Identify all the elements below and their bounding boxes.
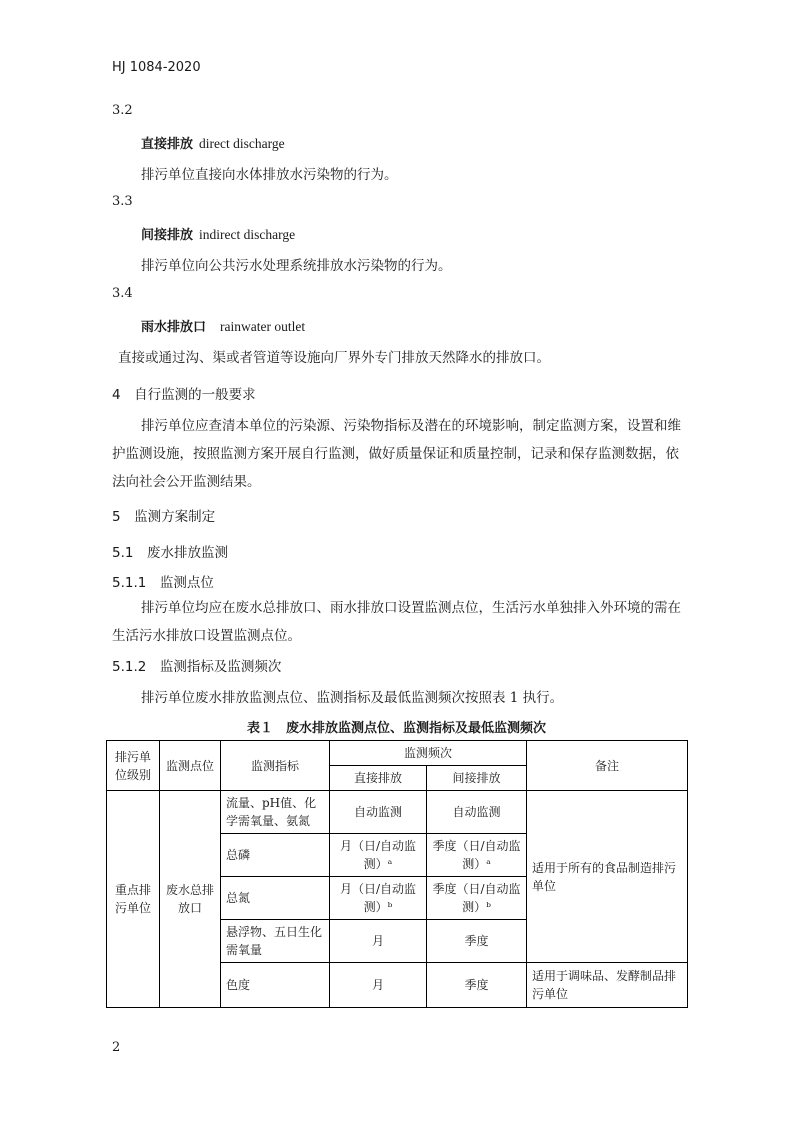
indicator-cell: 流量、pH值、化学需氧量、氨氮 (221, 791, 330, 834)
header-point: 监测点位 (160, 741, 221, 791)
indirect-cell: 季度 (427, 920, 527, 963)
term-definition: 排污单位向公共污水处理系统排放水污染物的行为。 (141, 258, 452, 274)
term-title (141, 133, 285, 152)
header-frequency: 监测频次 (330, 741, 527, 766)
term-definition: 排污单位直接向水体排放水污染物的行为。 (141, 167, 398, 183)
header-direct: 直接排放 (330, 766, 427, 791)
direct-cell: 月 (330, 963, 427, 1008)
indirect-cell: 季度 (427, 963, 527, 1008)
point-cell: 废水总排放口 (160, 791, 221, 1008)
level-cell: 重点排污单位 (107, 791, 160, 1008)
section-heading: 4 自行监测的一般要求 (112, 387, 256, 403)
direct-cell: 月（日/自动监测）ᵇ (330, 877, 427, 920)
term-cn: 雨水排放口 (141, 320, 207, 335)
indirect-cell: 自动监测 (427, 791, 527, 834)
term-cn: 直接排放 (141, 137, 194, 152)
term-en: rainwater outlet (220, 319, 306, 334)
monitoring-table (106, 740, 688, 1008)
indicator-cell: 总氮 (221, 877, 330, 920)
header-level: 排污单位级别 (107, 741, 160, 791)
indicator-cell: 色度 (221, 963, 330, 1008)
direct-cell: 月 (330, 920, 427, 963)
section-heading: 5.1.2 监测指标及监测频次 (112, 659, 282, 675)
direct-cell: 月（日/自动监测）ᵃ (330, 834, 427, 877)
header-indirect: 间接排放 (427, 766, 527, 791)
indicator-cell: 悬浮物、五日生化需氧量 (221, 920, 330, 963)
term-cn: 间接排放 (141, 228, 194, 243)
table-caption: 表１ 废水排放监测点位、监测指标及最低监测频次 (246, 721, 546, 736)
term-definition: 直接或通过沟、渠或者管道等设施向厂界外专门排放天然降水的排放口。 (118, 350, 550, 366)
section-paragraph: 排污单位废水排放监测点位、监测指标及最低监测频次按照表 1 执行。 (141, 690, 564, 706)
term-number: 3.3 (112, 194, 133, 209)
direct-cell: 自动监测 (330, 791, 427, 834)
header-indicator: 监测指标 (221, 741, 330, 791)
section-paragraph: 排污单位均应在废水总排放口、雨水排放口设置监测点位，生活污水单独排入外环境的需在生活污水排放口设置监测点位。 (112, 600, 681, 644)
standard-code: HJ 1084-2020 (112, 60, 201, 75)
remark-cell: 适用于所有的食品制造排污单位 (527, 791, 688, 963)
indicator-cell: 总磷 (221, 834, 330, 877)
page-number: 2 (112, 1040, 121, 1055)
section-paragraph: 排污单位应查清本单位的污染源、污染物指标及潜在的环境影响，制定监测方案，设置和维护监测设施，按照监测方案开展自行监测，做好质量保证和质量控制，记录和保存监测数据，依法向社会公开监测结果。 (112, 418, 681, 490)
section-heading: 5.1.1 监测点位 (112, 575, 214, 591)
term-number: 3.4 (112, 286, 133, 301)
term-en: indirect discharge (199, 227, 296, 242)
header-remark: 备注 (527, 741, 688, 791)
term-title (141, 224, 295, 243)
section-heading: 5.1 废水排放监测 (112, 545, 228, 561)
indirect-cell: 季度（日/自动监测）ᵃ (427, 834, 527, 877)
indirect-cell: 季度（日/自动监测）ᵇ (427, 877, 527, 920)
remark-cell: 适用于调味品、发酵制品排污单位 (527, 963, 688, 1008)
term-title (141, 316, 305, 335)
section-heading: 5 监测方案制定 (112, 509, 216, 525)
term-en: direct discharge (199, 136, 285, 151)
term-number: 3.2 (112, 103, 133, 118)
